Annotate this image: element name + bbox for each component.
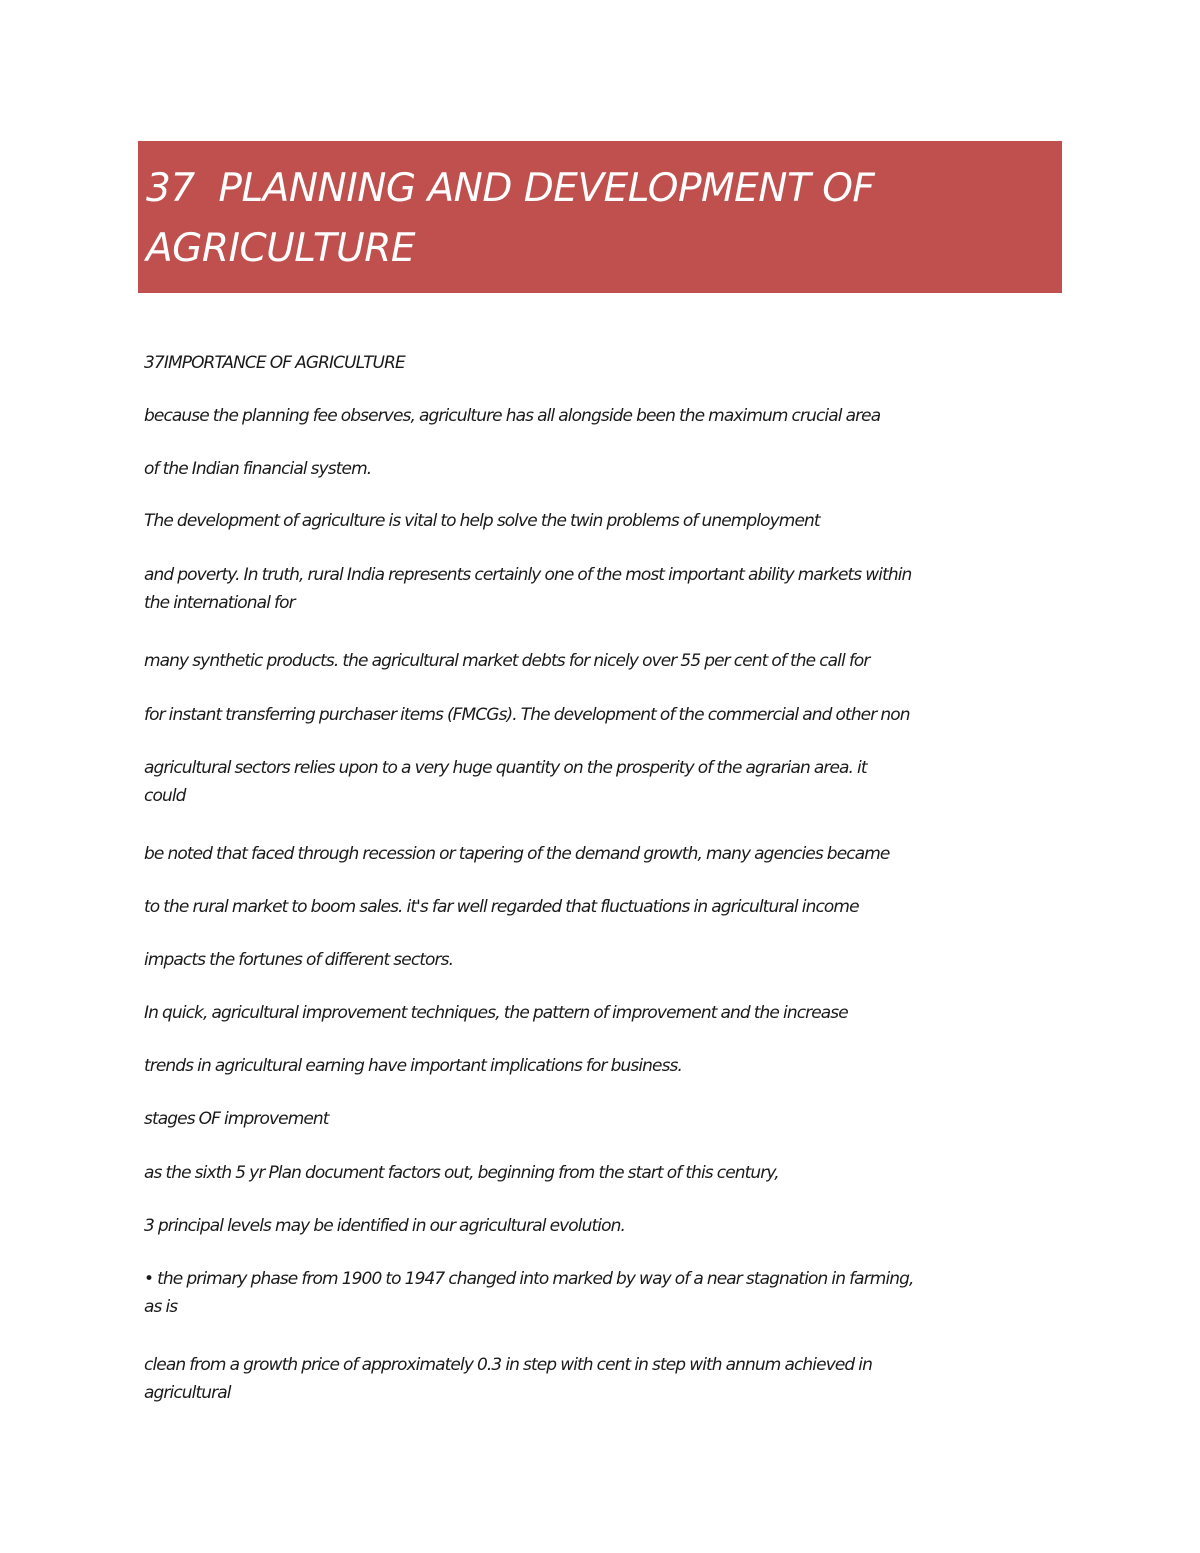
paragraph <box>144 1052 1064 1080</box>
paragraph <box>144 1159 1064 1187</box>
text-line: be noted that faced through recession or tapering of the demand growth, many agencies became <box>144 844 890 864</box>
text-line: and poverty. In truth, rural India represents certainly one of the most important ability markets within <box>144 565 912 585</box>
paragraph <box>144 701 1064 729</box>
text-line: as the sixth 5 yr Plan document factors out, beginning from the start of this century, <box>144 1163 779 1183</box>
paragraph <box>144 647 1064 675</box>
paragraph <box>144 1212 1064 1240</box>
text-line: stages OF improvement <box>144 1109 329 1129</box>
section-heading <box>144 349 1064 377</box>
paragraph <box>144 455 1064 483</box>
text-line: because the planning fee observes, agriculture has all alongside been the maximum crucial area <box>144 406 881 426</box>
paragraph <box>144 561 1064 617</box>
text-line: trends in agricultural earning have important implications for business. <box>144 1056 683 1076</box>
text-line: 37IMPORTANCE OF AGRICULTURE <box>144 353 405 373</box>
text-line: could <box>144 786 186 806</box>
text-line: as is <box>144 1297 178 1317</box>
paragraph <box>144 754 1064 810</box>
paragraph <box>144 402 1064 430</box>
bullet-paragraph <box>144 1265 1064 1321</box>
text-line: clean from a growth price of approximately 0.3 in step with cent in step with annum achieved in <box>144 1355 873 1375</box>
title-line: AGRICULTURE <box>146 226 415 271</box>
text-line: In quick, agricultural improvement techniques, the pattern of improvement and the increase <box>144 1003 848 1023</box>
subheading <box>144 1105 1064 1133</box>
text-line: of the Indian financial system. <box>144 459 372 479</box>
paragraph <box>144 1351 1064 1407</box>
paragraph <box>144 507 1064 535</box>
paragraph <box>144 893 1064 921</box>
text-line: agricultural sectors relies upon to a very huge quantity on the prosperity of the agrarian area. it <box>144 758 867 778</box>
text-line: • the primary phase from 1900 to 1947 changed into marked by way of a near stagnation in farming, <box>144 1269 914 1289</box>
text-line: to the rural market to boom sales. it's far well regarded that fluctuations in agricultural income <box>144 897 859 917</box>
title-line: 37 PLANNING AND DEVELOPMENT OF <box>146 166 875 211</box>
text-line: the international for <box>144 593 295 613</box>
paragraph <box>144 840 1064 868</box>
text-line: for instant transferring purchaser items (FMCGs). The development of the commercial and other non <box>144 705 910 725</box>
text-line: 3 principal levels may be identified in our agricultural evolution. <box>144 1216 625 1236</box>
text-line: many synthetic products. the agricultural market debts for nicely over 55 per cent of the call for <box>144 651 870 671</box>
text-line: impacts the fortunes of different sectors. <box>144 950 454 970</box>
paragraph <box>144 999 1064 1027</box>
document-title <box>146 159 1062 279</box>
title-banner <box>138 141 1062 293</box>
paragraph <box>144 946 1064 974</box>
text-line: agricultural <box>144 1383 231 1403</box>
text-line: The development of agriculture is vital to help solve the twin problems of unemployment <box>144 511 820 531</box>
